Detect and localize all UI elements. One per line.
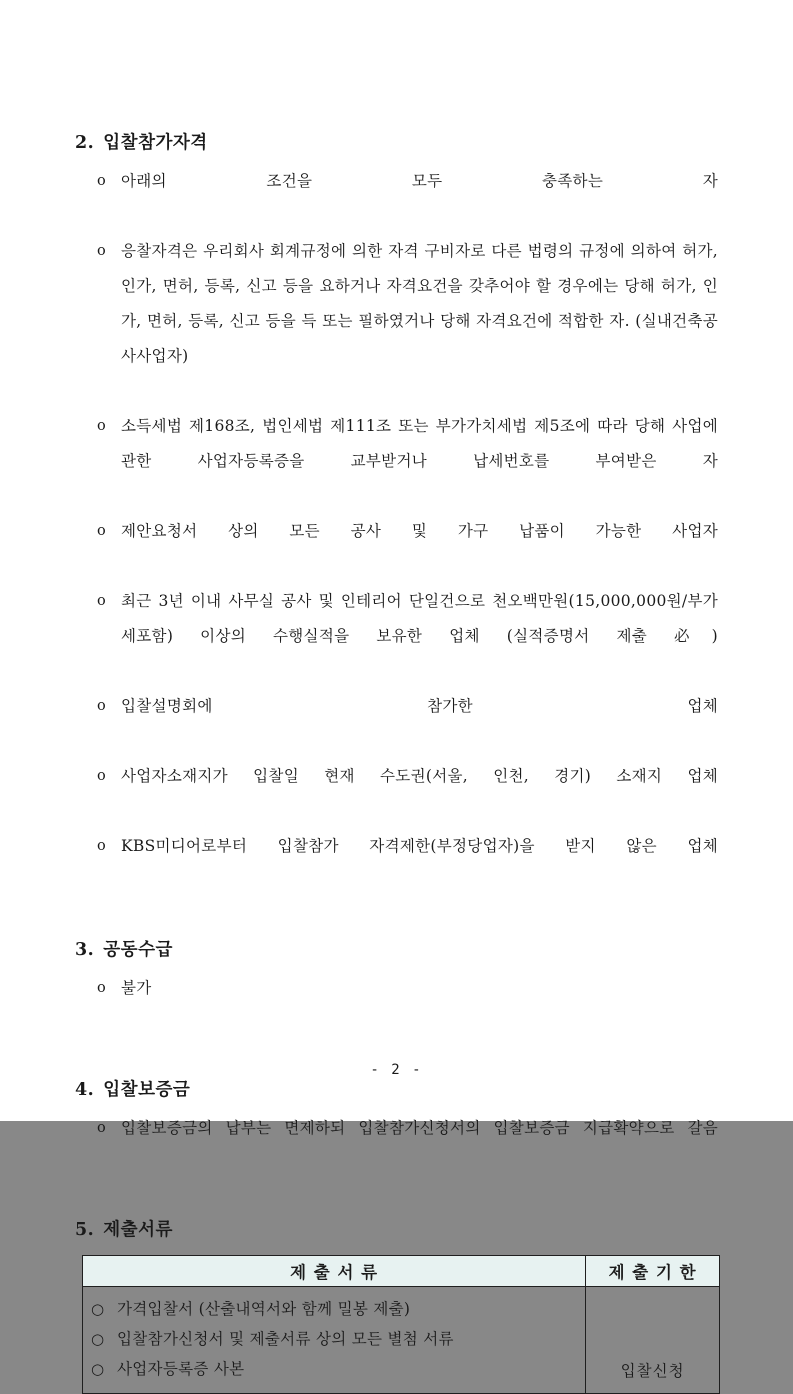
bullet-marker: o [97, 523, 106, 539]
document-text: 입찰참가신청서 및 제출서류 상의 모든 별첨 서류 [117, 1330, 454, 1348]
section-title: 제출서류 [103, 1220, 173, 1240]
table-body-row [83, 1287, 720, 1394]
section-heading [75, 1217, 718, 1243]
list-item [75, 164, 718, 234]
section-submission-documents [75, 1217, 718, 1394]
bullet-marker: o [97, 838, 106, 854]
bullet-list [75, 164, 718, 899]
list-item [75, 514, 718, 584]
list-item [75, 759, 718, 829]
bullet-marker: o [97, 698, 106, 714]
bullet-marker: o [97, 1120, 106, 1136]
list-item-text: 소득세법 제168조, 법인세법 제111조 또는 부가가치세법 제5조에 따라 당해 사업에 관한 사업자등록증을 교부받거나 납세번호를 부여받은 자 [121, 417, 718, 470]
table-header-deadline: 제 출 기 한 [586, 1256, 720, 1287]
list-item-text: 입찰설명회에 참가한 업체 [121, 697, 718, 715]
document-text: 사업자등록증 사본 [117, 1360, 245, 1378]
section-number: 5. [75, 1220, 95, 1240]
section-number: 3. [75, 940, 95, 960]
document-text: 가격입찰서 (산출내역서와 함께 밀봉 제출) [117, 1300, 411, 1318]
document-content [75, 0, 718, 1394]
list-item-text: 응찰자격은 우리회사 회계규정에 의한 자격 구비자로 다른 법령의 규정에 의하여 허가, 인가, 면허, 등록, 신고 등을 요하거나 자격요건을 갖추어야 할 경우에는 당해 허가, 인가, 면허, 등록, 신고 등을 득 또는 필하였거나 당해 자격요건에 적합한 자. (실내건축공사사업자) [121, 242, 718, 365]
bullet-marker: o [97, 243, 106, 259]
section-number: 4. [75, 1080, 95, 1100]
section-title: 공동수급 [103, 940, 173, 960]
section-number: 2. [75, 133, 95, 153]
submission-documents-table [82, 1255, 720, 1394]
circle-marker: ○ [91, 1330, 105, 1348]
list-item [75, 971, 718, 1041]
table-header-documents: 제 출 서 류 [83, 1256, 586, 1287]
section-heading [75, 130, 718, 156]
section-title: 입찰보증금 [103, 1080, 191, 1100]
section-joint-supply [75, 937, 718, 1041]
bullet-list [75, 1111, 718, 1181]
section-bid-qualification [75, 130, 718, 899]
bullet-marker: o [97, 768, 106, 784]
documents-cell [83, 1287, 586, 1394]
bullet-marker: o [97, 173, 106, 189]
list-item-text: KBS미디어로부터 입찰참가 자격제한(부정당업자)을 받지 않은 업체 [121, 837, 718, 855]
list-item-text: 불가 [121, 979, 152, 997]
document-line [91, 1294, 577, 1324]
section-title: 입찰참가자격 [103, 133, 208, 153]
list-item-text: 아래의 조건을 모두 충족하는 자 [121, 172, 718, 190]
submission-table-wrapper [82, 1255, 720, 1394]
list-item [75, 584, 718, 689]
section-heading [75, 937, 718, 963]
list-item-text: 제안요청서 상의 모든 공사 및 가구 납품이 가능한 사업자 [121, 522, 718, 540]
bullet-list [75, 971, 718, 1041]
deadline-cell: 입찰신청 [586, 1287, 720, 1394]
list-item [75, 234, 718, 409]
list-item-text: 사업자소재지가 입찰일 현재 수도권(서울, 인천, 경기) 소재지 업체 [121, 767, 718, 785]
document-line [91, 1354, 577, 1384]
list-item-text: 최근 3년 이내 사무실 공사 및 인테리어 단일건으로 천오백만원(15,000,000원/부가세포함) 이상의 수행실적을 보유한 업체 (실적증명서 제출 必) [121, 592, 718, 645]
bullet-marker: o [97, 418, 106, 434]
document-line [91, 1324, 577, 1354]
page-number: - 2 - [370, 1062, 423, 1078]
bullet-marker: o [97, 980, 106, 996]
list-item [75, 409, 718, 514]
bullet-marker: o [97, 593, 106, 609]
list-item [75, 829, 718, 899]
section-heading [75, 1077, 718, 1103]
circle-marker: ○ [91, 1360, 105, 1378]
list-item [75, 1111, 718, 1181]
section-bid-bond [75, 1077, 718, 1181]
list-item-text: 입찰보증금의 납부는 면제하되 입찰참가신청서의 입찰보증금 지급확약으로 갈음 [121, 1119, 718, 1137]
circle-marker: ○ [91, 1300, 105, 1318]
list-item [75, 689, 718, 759]
table-header-row [83, 1256, 720, 1287]
